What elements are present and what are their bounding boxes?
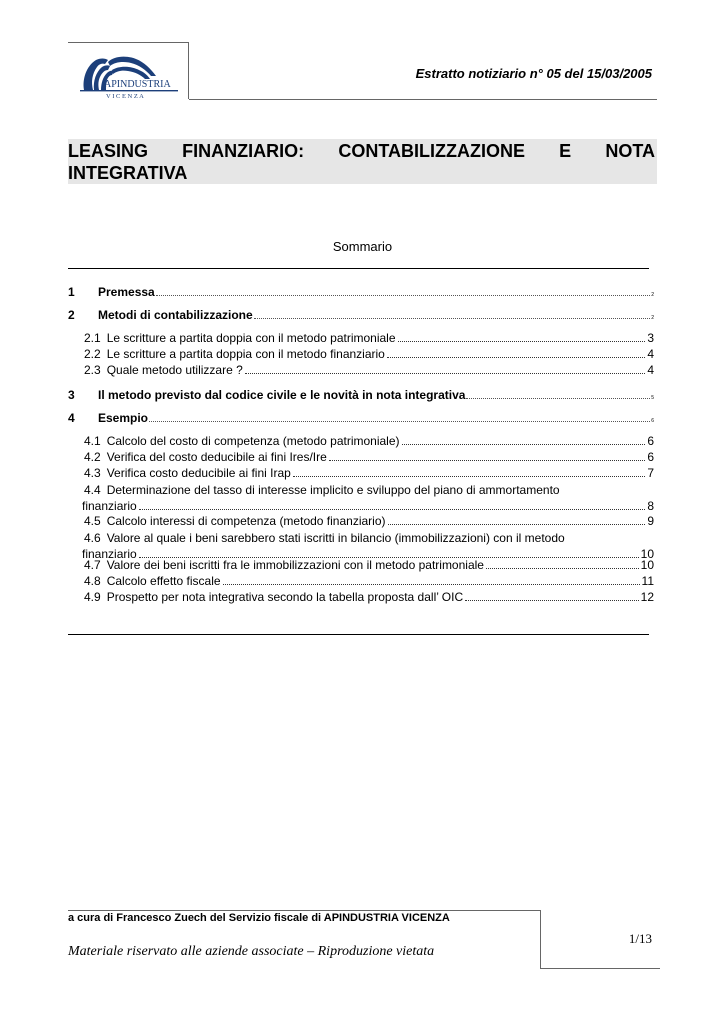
toc-entry-label: Le scritture a partita doppia con il metodo finanziario [106,347,385,361]
toc-top-rule [68,268,649,269]
toc-entry-number: 4.5 [84,514,101,528]
toc-leader [387,347,645,358]
toc-entry-page: 12 [640,590,654,604]
toc-entry-page: 8 [647,499,654,513]
toc-leader [254,309,651,319]
toc-entry-page: 2 [651,315,654,321]
toc-entry-number: 4.3 [84,466,101,480]
toc-entry-label: Metodi di contabilizzazione [98,308,253,322]
toc-entry-number: 4.1 [84,434,101,448]
toc-entry-label: Verifica costo deducibile ai fini Irap [106,466,291,480]
toc-leader [329,450,646,461]
toc-entry-number: 2.3 [84,363,101,377]
toc-leader [466,389,650,399]
toc-entry-label: Calcolo interessi di competenza (metodo finanziario) [106,514,386,528]
toc-entry-page: 6 [651,418,654,424]
toc-entry-label: Prospetto per nota integrativa secondo la tabella proposta dall’ OIC [106,590,464,604]
toc-entry-page: 10 [640,547,654,561]
toc-entry-page: 4 [647,347,654,361]
toc-entry-label: Valore al quale i beni sarebbero stati iscritti in bilancio (immobilizzazioni) con il metodo [106,531,565,545]
toc-entry-label: Esempio [98,411,149,425]
toc-leader [245,363,646,374]
toc-entry-label-continued: finanziario [82,499,137,513]
title-line-2: INTEGRATIVA [68,163,188,183]
toc-leader [139,547,639,558]
toc-entry-page: 6 [647,434,654,448]
toc-entry-label: Determinazione del tasso di interesse implicito e sviluppo del piano di ammortamento [106,483,560,497]
toc-entry-4-5[interactable] [84,514,654,530]
toc-entry-page: 5 [651,395,654,401]
toc-leader [465,590,639,601]
issue-reference: Estratto notiziario n° 05 del 15/03/2005 [415,66,652,81]
toc-entry-4-9[interactable] [84,590,654,606]
lion-of-st-mark-logo-icon [78,50,182,98]
toc-entry-number: 4.6 [84,531,101,545]
toc-entry-4[interactable] [68,411,654,427]
toc-entry-page: 10 [640,558,654,572]
toc-entry-1[interactable] [68,285,654,301]
toc-entry-label: Verifica del costo deducibile ai fini Ires/Ire [106,450,327,464]
toc-leader [156,286,651,296]
toc-leader [398,331,646,342]
logo-text-bottom: V I C E N Z A [106,93,144,98]
toc-entry-label-continued: finanziario [82,547,137,561]
footer-page-rule [540,968,660,969]
toc-entry-label: Calcolo effetto fiscale [106,574,221,588]
toc-entry-2-2[interactable] [84,347,654,363]
page-number: 1/13 [628,931,652,946]
toc-entry-4-1[interactable] [84,434,654,450]
toc-leader [388,514,646,525]
toc-entry-4-2[interactable] [84,450,654,466]
toc-entry-page: 6 [647,450,654,464]
toc-entry-2-1[interactable] [84,331,654,347]
toc-entry-page: 4 [647,363,654,377]
toc-entry-label: Il metodo previsto dal codice civile e le novità in nota integrativa [98,388,466,402]
toc-leader [139,499,646,510]
toc-entry-page: 9 [647,514,654,528]
toc-entry-label: Premessa [98,285,155,299]
toc-entry-number: 2.2 [84,347,101,361]
footer-rule [68,910,540,911]
toc-leader [149,412,650,422]
toc-leader [402,434,646,445]
footer-reserved-notice: Materiale riservato alle aziende associate – Riproduzione vietata [68,944,435,959]
toc-entry-label: Calcolo del costo di competenza (metodo patrimoniale) [106,434,400,448]
header-rule [189,99,657,100]
toc-entry-number: 2.1 [84,331,101,345]
toc-leader [223,574,640,585]
toc-entry-2-3[interactable] [84,363,654,379]
toc-entry-4-3[interactable] [84,466,654,482]
toc-entry-4-7[interactable] [84,558,654,574]
toc-entry-number: 3 [68,388,75,402]
toc-entry-label: Le scritture a partita doppia con il metodo patrimoniale [106,331,396,345]
toc-entry-page: 3 [647,331,654,345]
logo-text-top: APINDUSTRIA [104,79,171,90]
footer-author: a cura di Francesco Zuech del Servizio fiscale di APINDUSTRIA VICENZA [68,912,450,924]
toc-entry-label: Quale metodo utilizzare ? [106,363,243,377]
toc-entry-number: 1 [68,285,75,299]
toc-entry-page: 11 [641,574,654,588]
toc-entry-number: 4 [68,411,75,425]
toc-heading: Sommario [332,239,393,254]
toc-entry-label: Valore dei beni iscritti fra le immobilizzazioni con il metodo patrimoniale [106,558,484,572]
title-line-1: LEASING FINANZIARIO: CONTABILIZZAZIONE E NOTA [68,141,655,161]
toc-entry-number: 4.2 [84,450,101,464]
toc-entry-2[interactable] [68,308,654,324]
toc-entry-4-4[interactable] [84,482,654,514]
document-title [68,139,657,184]
footer-divider [540,910,541,968]
toc-entry-number: 4.9 [84,590,101,604]
toc-entry-page: 2 [651,292,654,298]
toc-entry-number: 4.8 [84,574,101,588]
toc-entry-3[interactable] [68,388,654,404]
toc-bottom-rule [68,634,649,635]
apindustria-logo [78,50,182,98]
toc-leader [486,558,639,569]
toc-entry-page: 7 [647,466,654,480]
toc-leader [293,466,646,477]
toc-entry-4-8[interactable] [84,574,654,590]
toc-entry-number: 2 [68,308,75,322]
toc-entry-number: 4.7 [84,558,101,572]
toc-entry-number: 4.4 [84,483,101,497]
